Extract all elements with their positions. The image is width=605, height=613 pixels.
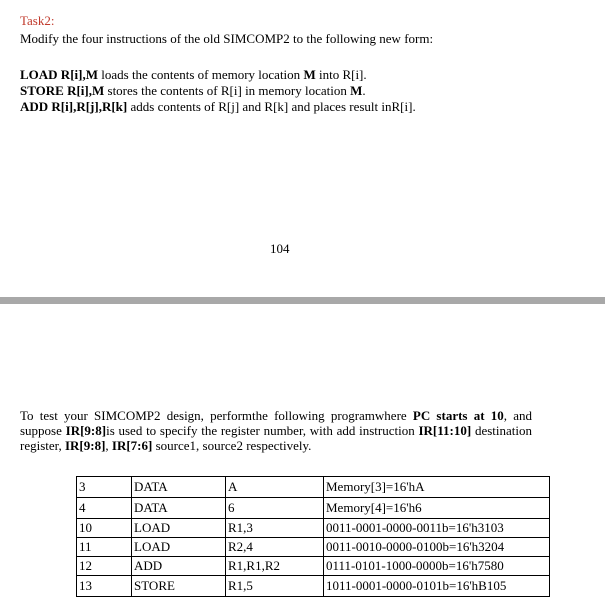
para-text-2: , and suppose <box>20 408 532 438</box>
instruction-store-desc-end: . <box>362 83 366 98</box>
operand-cell: R2,4 <box>226 538 324 557</box>
instruction-load-operand: M <box>303 67 316 82</box>
opcode-cell: LOAD <box>132 538 226 557</box>
operand-cell: R1,R1,R2 <box>226 557 324 576</box>
address-cell: 10 <box>77 519 132 538</box>
address-cell: 11 <box>77 538 132 557</box>
operand-cell: 6 <box>226 498 324 519</box>
opcode-cell: ADD <box>132 557 226 576</box>
test-paragraph <box>20 408 532 453</box>
address-cell: 4 <box>77 498 132 519</box>
address-cell: 3 <box>77 477 132 498</box>
opcode-cell: STORE <box>132 576 226 597</box>
instruction-add-syntax: ADD R[i],R[j],R[k] <box>20 99 128 114</box>
para-bold-ir1110: IR[11:10] <box>418 423 472 438</box>
para-bold-pc: PC starts at 10 <box>412 408 504 423</box>
task-intro: Modify the four instructions of the old SIMCOMP2 to the following new form: <box>20 31 434 46</box>
para-bold-ir76: IR[7:6] <box>111 438 153 453</box>
opcode-cell: DATA <box>132 477 226 498</box>
instruction-store-syntax: STORE R[i],M <box>20 83 105 98</box>
encoding-cell: Memory[4]=16'h6 <box>324 498 550 519</box>
instruction-load <box>20 67 367 83</box>
table-row <box>77 576 550 597</box>
table-row <box>77 498 550 519</box>
opcode-cell: LOAD <box>132 519 226 538</box>
instruction-store-operand: M <box>350 83 363 98</box>
instruction-load-desc: loads the contents of memory location <box>98 67 304 82</box>
encoding-cell: 1011-0001-0000-0101b=16'hB105 <box>324 576 550 597</box>
para-bold-ir98-b: IR[9:8] <box>64 438 106 453</box>
program-table <box>76 476 550 597</box>
table-row <box>77 477 550 498</box>
para-text-1: To test your SIMCOMP2 design, performthe following programwhere <box>20 408 413 423</box>
operand-cell: R1,3 <box>226 519 324 538</box>
address-cell: 13 <box>77 576 132 597</box>
page-separator <box>0 297 605 304</box>
address-cell: 12 <box>77 557 132 576</box>
table-row <box>77 557 550 576</box>
instruction-add <box>20 99 416 115</box>
para-bold-ir98: IR[9:8] <box>65 423 107 438</box>
para-text-5: , <box>105 438 112 453</box>
instruction-load-syntax: LOAD R[i],M <box>20 67 98 82</box>
instruction-load-desc-end: into R[i]. <box>315 67 367 82</box>
operand-cell: A <box>226 477 324 498</box>
task-title: Task2: <box>20 13 55 28</box>
para-text-4: destination register, <box>20 423 532 453</box>
encoding-cell: 0011-0001-0000-0011b=16'h3103 <box>324 519 550 538</box>
para-text-6: source1, source2 respectively. <box>152 438 312 453</box>
table-row <box>77 538 550 557</box>
upper-page <box>0 0 605 297</box>
opcode-cell: DATA <box>132 498 226 519</box>
instruction-add-desc: adds contents of R[j] and R[k] and places result inR[i]. <box>127 99 416 114</box>
para-text-3: is used to specify the register number, with add instruction <box>106 423 419 438</box>
table-row <box>77 519 550 538</box>
page-number: 104 <box>270 241 290 256</box>
operand-cell: R1,5 <box>226 576 324 597</box>
instruction-store-desc: stores the contents of R[i] in memory location <box>104 83 351 98</box>
encoding-cell: 0011-0010-0000-0100b=16'h3204 <box>324 538 550 557</box>
instruction-store <box>20 83 366 99</box>
encoding-cell: Memory[3]=16'hA <box>324 477 550 498</box>
encoding-cell: 0111-0101-1000-0000b=16'h7580 <box>324 557 550 576</box>
